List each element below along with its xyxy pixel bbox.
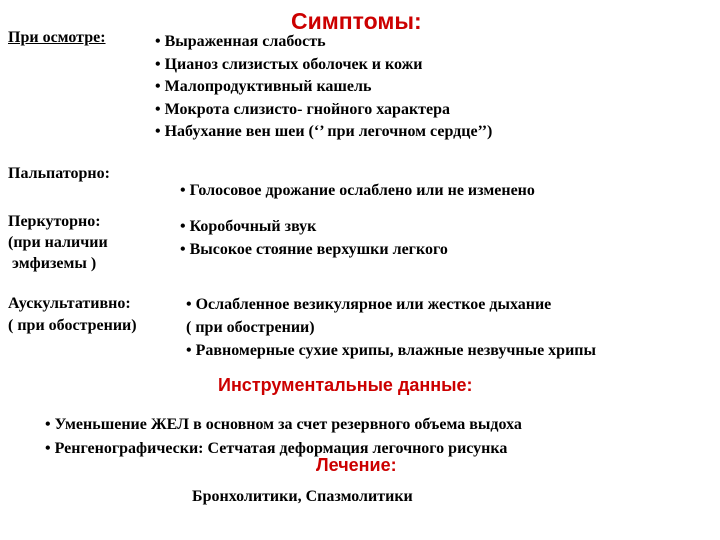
auscultation-label-line: ( при обострении): [8, 317, 137, 334]
list-item: • Цианоз слизистых оболочек и кожи: [155, 55, 423, 73]
percussion-label-line: Перкуторно:: [8, 213, 101, 230]
treatment-text: Бронхолитики, Спазмолитики: [192, 488, 413, 505]
list-item: ( при обострении): [186, 319, 315, 336]
treatment-title: Лечение:: [316, 455, 397, 475]
instrumental-title: Инструментальные данные:: [218, 375, 473, 395]
list-item: • Уменьшение ЖЕЛ в основном за счет резервного объема выдоха: [45, 416, 522, 433]
list-item: • Равномерные сухие хрипы, влажные незвучные хрипы: [186, 342, 597, 359]
percussion-label: [8, 211, 108, 274]
percussion-label-line: (при наличии: [8, 234, 108, 251]
list-item: • Ренгенографически: Сетчатая деформация легочного рисунка: [45, 440, 508, 457]
symptom-list: [155, 31, 492, 144]
list-item: • Коробочный звук: [180, 218, 317, 235]
list-item: • Выраженная слабость: [155, 33, 326, 50]
list-item: • Высокое стояние верхушки легкого: [180, 241, 448, 258]
list-item: • Ослабленное везикулярное или жесткое дыхание: [186, 296, 552, 313]
percussion-list: [180, 215, 448, 261]
auscultation-list: [186, 293, 596, 362]
palpation-item: • Голосовое дрожание ослаблено или не изменено: [180, 182, 535, 199]
list-item: • Малопродуктивный кашель: [155, 78, 372, 95]
list-item: • Мокрота слизисто- гнойного характера: [155, 100, 451, 118]
palpation-label: Пальпаторно:: [8, 165, 110, 182]
auscultation-label-line: Аускультативно:: [8, 295, 131, 312]
auscultation-label: [8, 293, 137, 337]
list-item: • Набухание вен шеи (‘’ при легочном сердце’’): [155, 123, 493, 140]
symptoms-title: Симптомы:: [291, 8, 422, 34]
instrumental-list: [45, 413, 522, 461]
exam-label: При осмотре:: [8, 29, 106, 46]
percussion-label-line: эмфиземы ): [8, 255, 97, 272]
